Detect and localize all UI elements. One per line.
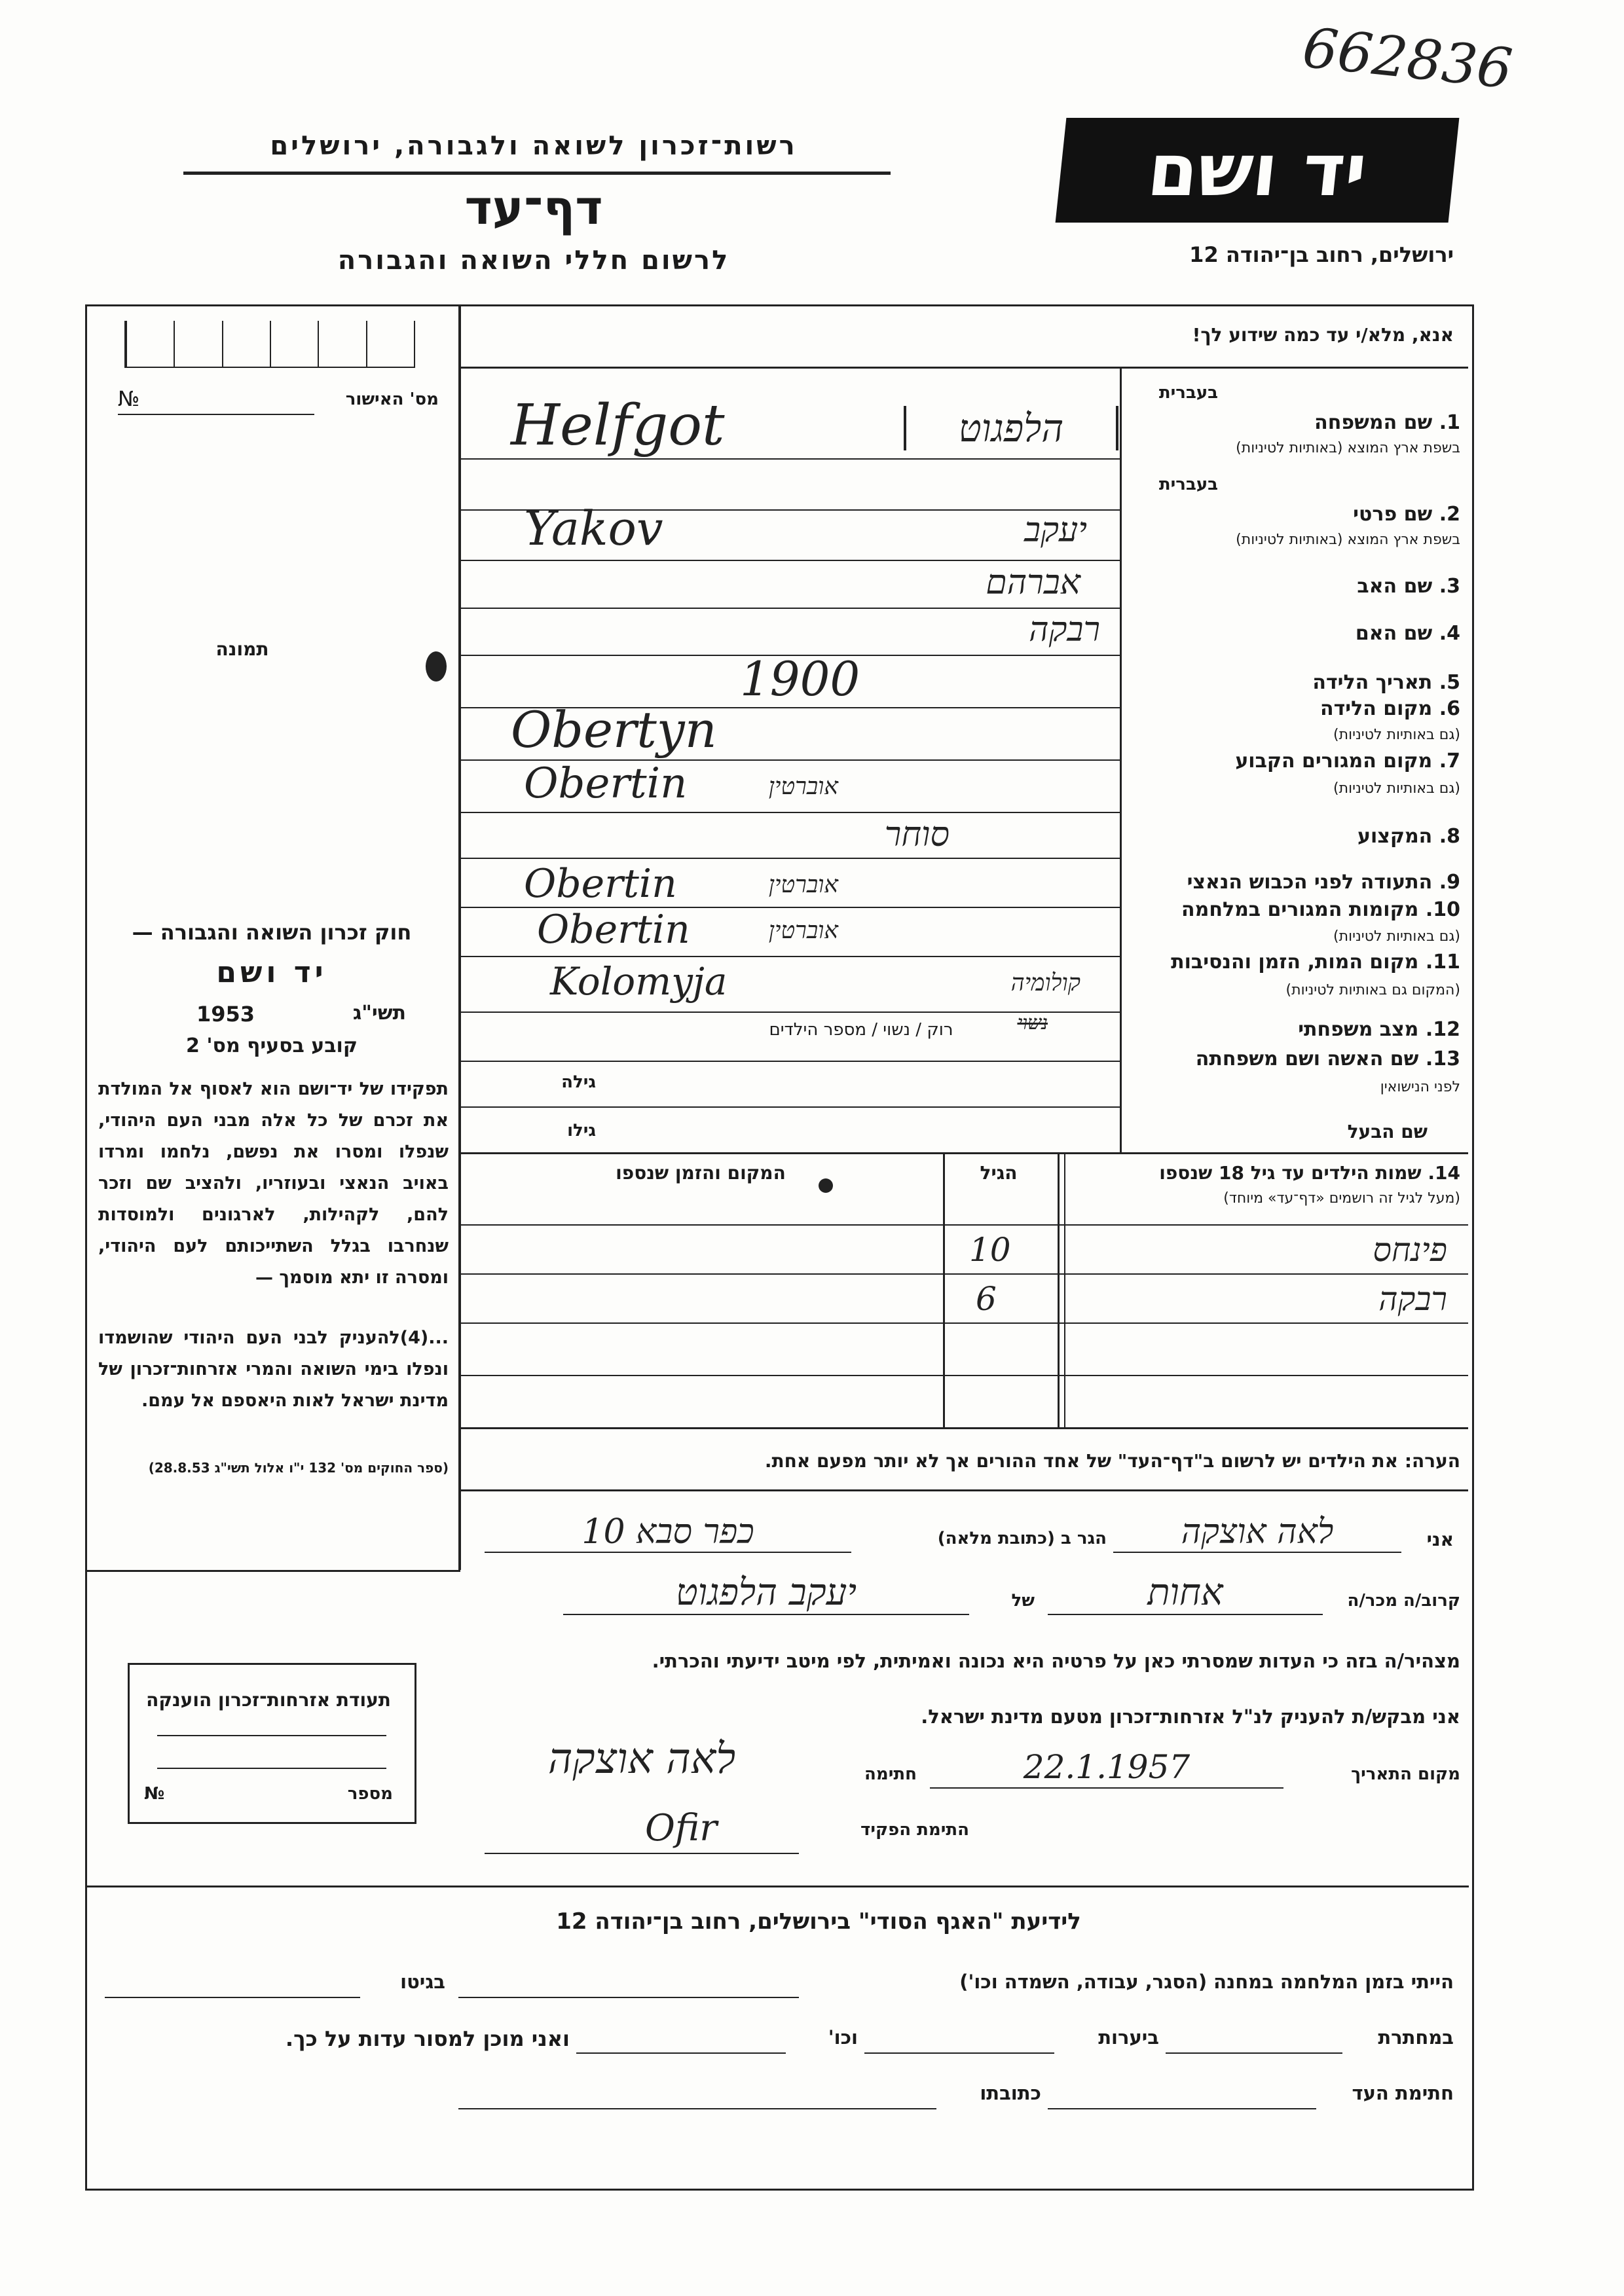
bottom-line2-b: ביערות [1098, 2026, 1159, 2049]
field-6-label: 6. מקום הלידה [1320, 697, 1460, 720]
photo-hole [426, 651, 447, 682]
children-header-sub: (מעל לגיל זה רושמים «דף־עד» מיוחד) [1223, 1190, 1460, 1207]
official-signature-label: התימת הפקיד [860, 1820, 969, 1840]
field-1-sublabel: בשפת ארץ המוצא (באותיות לטיניות) [1236, 440, 1460, 456]
law-text-2: ...(4)להעניק לבני העם היהודי שהושמדו ונפלו בימי השואה והמרי אזרחות־זכרון של מדינת ישראל לאות היאספם אל עמם. [98, 1328, 449, 1411]
field-5-label: 5. תאריך הלידה [1312, 671, 1460, 694]
field-7-latin[interactable]: Obertin [524, 759, 688, 808]
children-place-col: המקום והזמן שנספו [616, 1162, 786, 1184]
field-2-latin[interactable]: Yakov [524, 501, 663, 556]
bottom-title: לידיעת "האגף הסודי" בירושלים, רחוב בן־יהודה 12 [556, 1908, 1081, 1935]
field-10-hebrew[interactable]: אוברטין [768, 917, 838, 944]
declarant-i-label: אני [1426, 1529, 1454, 1550]
law-text: תפקידו של יד־ושם הוא לאסוף אל המולדת את זכרם של כל אלה מבני העם היהודי, שנפלו ומסרו את נפשם, נלחמו ומרדו באויב הנאצי ובעוזריו, ולהציב שם וזכר להם, לקהילות, לארגונים ולמוסדות שנחרבו בגלל השתייכותם לעם היהודי, ומסרה זו יתא מוסמך — [98, 1079, 449, 1288]
field-13-sublabel: לפני הנישואין [1380, 1079, 1460, 1095]
children-header: 14. שמות הילדים עד גיל 18 שנספו [1159, 1162, 1460, 1184]
field-1-label: 1. שם המשפחה [1314, 411, 1460, 434]
header-address: ירושלים, רחוב בן־יהודה 12 [1189, 242, 1454, 267]
relation-label: קרוב/ה מכר/ה [1347, 1591, 1460, 1611]
field-11-sublabel: (המקום גם באותיות לטיניות) [1285, 982, 1460, 998]
field-3-value[interactable]: אברהם [986, 563, 1080, 602]
of-name[interactable]: יעקב הלפגוט [675, 1571, 857, 1614]
of-label: של [1011, 1591, 1035, 1611]
field-6-sublabel: (גם באותיות לטיניות) [1333, 727, 1460, 743]
field-3-label: 3. שם האב [1357, 575, 1460, 598]
relation-value[interactable]: אחות [1147, 1571, 1223, 1614]
request-text: אני מבקש/ת להעניק לנ"ל אזרחות־זכרון מטעם מדינת ישראל. [921, 1705, 1460, 1728]
place-date-label: מקום התאריך [1351, 1764, 1460, 1784]
left-panel-border [458, 306, 461, 1570]
field-10-label: 10. מקומות המגורים במלחמה [1181, 898, 1460, 921]
children-note: הערה: את הילדים יש לרשום ב"דף־העד" של אחד ההורים אך לא יותר מפעם אחת. [764, 1450, 1460, 1472]
child-1-age[interactable]: 10 [969, 1231, 1011, 1269]
official-signature: Ofir [644, 1807, 718, 1850]
field-12-label: 12. מצב משפחתי [1298, 1018, 1460, 1041]
certificate-number-label: מספר № [144, 1784, 393, 1804]
bottom-line1-a: הייתי בזמן המלחמה במחנה (הסגר, עבודה, השמדה וכו') [959, 1971, 1454, 1993]
child-2-name[interactable]: רבקה [1378, 1280, 1447, 1318]
header-rule [183, 172, 891, 175]
children-col-3 [1064, 1152, 1065, 1427]
law-year: 1953 [196, 1002, 255, 1027]
confirmation-boxes [124, 321, 415, 368]
law-section: קובע בסעיף מס' 2 [186, 1034, 358, 1057]
field-8-value[interactable]: סוחר [884, 815, 950, 854]
field-10-sublabel: (גם באותיות לטיניות) [1333, 928, 1460, 945]
field-11-latin[interactable]: Kolomyja [550, 959, 728, 1004]
label-column-border [1120, 367, 1122, 1152]
bottom-line1-b: בגיטו [400, 1971, 445, 1993]
wife-age-label: גילה [561, 1072, 596, 1092]
bottom-line2-d: ואני מוכן למסור עדות על כך. [285, 2026, 570, 2051]
field-13-label: 13. שם האשה ושם משפחתה [1195, 1048, 1460, 1070]
authority-name: רשות־זכרון לשואה ולגבורה, ירושלים [270, 131, 798, 161]
field-2-sublabel: בשפת ארץ המוצא (באותיות לטיניות) [1236, 532, 1460, 548]
form-subtitle: לרשום חללי השואה והגבורה [337, 246, 730, 276]
hebrew-label-1: בעברית [1158, 383, 1218, 403]
child-2-age[interactable]: 6 [976, 1280, 997, 1318]
archive-number: 662836 [1300, 15, 1516, 101]
field-4-label: 4. שם האם [1355, 622, 1460, 645]
field-7-label: 7. מקום המגורים הקבוע [1235, 750, 1460, 773]
field-9-label: 9. התעודה לפני הכבוש הנאצי [1187, 871, 1460, 894]
field-9-latin[interactable]: Obertin [524, 861, 677, 907]
law-year-heb: תשי"ג [352, 1002, 406, 1025]
declaration-text: מצהיר/ה בזה כי העדות שמסרתי כאן על פרטיה היא נכונה ואמיתית, לפי מיטב ידיעתי והכרתי. [652, 1650, 1460, 1672]
field-1-latin[interactable]: Helfgot [511, 393, 725, 458]
field-7-hebrew[interactable]: אוברטין [768, 773, 838, 800]
yad-vashem-logo: יד ושם [1056, 118, 1460, 223]
field-1-hebrew[interactable]: הלפגוט [904, 406, 1118, 450]
signature-label: חתימה [864, 1764, 917, 1784]
field-11-hebrew[interactable]: קולומיה [1010, 970, 1080, 996]
field-12-value[interactable]: נשוי [1017, 1011, 1048, 1034]
bottom-line3-b: כתובתו [980, 2082, 1041, 2104]
confirmation-no-sign: № [118, 386, 140, 411]
field-10-latin[interactable]: Obertin [537, 907, 690, 953]
declarant-address[interactable]: כפר סבא 10 [581, 1512, 754, 1552]
bottom-line3-a: חתימת העד [1352, 2082, 1454, 2104]
children-col-2 [943, 1152, 945, 1427]
field-7-sublabel: (גם באותיות לטיניות) [1333, 780, 1460, 797]
declarant-name[interactable]: לאה אוצקה [1181, 1512, 1334, 1552]
confirmation-label: מס' האישור [345, 390, 439, 409]
declarant-address-label: הגר ב (כתובת מלאה) [937, 1529, 1107, 1548]
field-9-hebrew[interactable]: אוברטין [768, 871, 838, 898]
field-2-label: 2. שם פרטי [1353, 503, 1460, 526]
declarant-signature[interactable]: לאה אוצקה [547, 1735, 736, 1783]
field-6-latin[interactable]: Obertyn [511, 701, 717, 759]
child-1-name[interactable]: פינחס [1373, 1231, 1447, 1269]
children-age-col: הגיל [980, 1162, 1018, 1184]
field-8-label: 8. המקצוע [1357, 825, 1460, 848]
family-status-options: רוק / נשוי / מספר הילדים [769, 1020, 953, 1040]
husband-label: שם הבעל [1347, 1121, 1428, 1142]
hebrew-label-2: בעברית [1158, 475, 1218, 494]
field-5-value[interactable]: 1900 [740, 651, 860, 706]
certificate-title: תעודת אזרחות־זכרון הוענקה [146, 1689, 391, 1711]
husband-age-label: גילו [567, 1121, 596, 1140]
intro-line: אנא, מלא/י עד כמה שידוע לך! [1192, 324, 1454, 346]
declaration-date[interactable]: 22.1.1957 [1023, 1748, 1190, 1786]
field-2-hebrew[interactable]: יעקב [1024, 511, 1087, 550]
field-11-label: 11. מקום המות, הזמן והנסיבות [1171, 951, 1460, 974]
form-title: דף־עד [464, 180, 603, 235]
photo-label: תמונה [215, 638, 269, 660]
field-4-value[interactable]: רבקה [1029, 610, 1100, 649]
children-hole [819, 1178, 833, 1193]
law-title: חוק זכרון השואה והגבורה — [132, 920, 412, 945]
children-col-1 [1058, 1152, 1060, 1427]
bottom-line2-c: וכו' [828, 2026, 858, 2049]
bottom-line2-a: במחתרת [1378, 2026, 1454, 2049]
law-reference: (ספר החוקים מס' 132 י"ו אלול תשי"ג 28.8.53) [148, 1460, 449, 1476]
law-name: יד ושם [216, 956, 327, 989]
